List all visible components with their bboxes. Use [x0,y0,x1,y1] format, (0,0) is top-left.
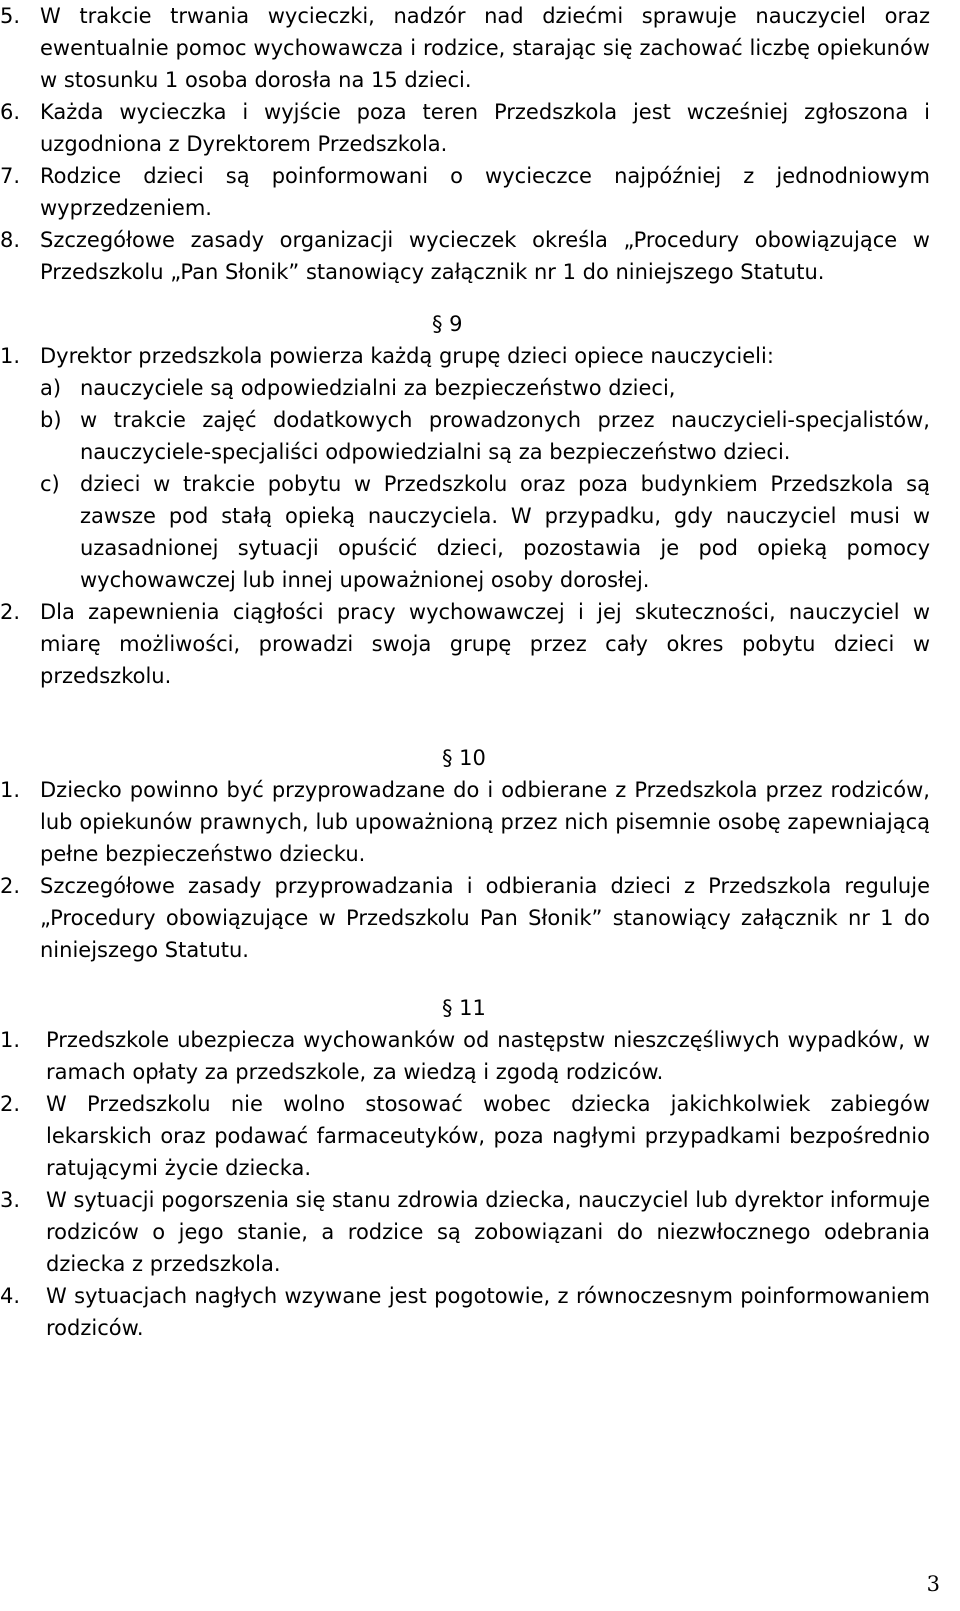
list-item [0,1280,930,1344]
list-item [0,596,930,692]
list-item [0,96,930,160]
item-number: 8. [0,228,21,252]
item-number: 3. [0,1188,21,1212]
section-11-body [0,1024,930,1344]
section-10-body [0,774,930,966]
sub-item [40,468,930,596]
item-text: Dziecko powinno być przyprowadzane do i odbierane z Przedszkola przez rodziców, lub opiekunów prawnych, lub upoważnioną przez nich pisemnie osobę zapewniającą pełne bezpieczeństwo dziecku. [40,778,930,866]
item-text: W trakcie trwania wycieczki, nadzór nad dziećmi sprawuje nauczyciel oraz ewentualnie pomoc wychowawcza i rodzice, starając się zachować liczbę opiekunów w stosunku 1 osoba dorosła na 15 dzieci. [40,4,930,92]
sub-item-text: dzieci w trakcie pobytu w Przedszkolu oraz poza budynkiem Przedszkola są zawsze pod stałą opieką nauczyciela. W przypadku, gdy nauczyciel musi w uzasadnionej sytuacji opuścić dzieci, pozostawia je pod opieką pomocy wychowawczej lub innej upoważnionej osoby dorosłej. [80,472,930,592]
sub-item [40,404,930,468]
item-text: W sytuacjach nagłych wzywane jest pogotowie, z równoczesnym poinformowaniem rodziców. [46,1284,930,1340]
sub-item-text: w trakcie zajęć dodatkowych prowadzonych przez nauczycieli-specjalistów, nauczyciele-specjaliści odpowiedzialni są za bezpieczeństwo dzieci. [80,408,930,464]
item-text: Każda wycieczka i wyjście poza teren Przedszkola jest wcześniej zgłoszona i uzgodniona z Dyrektorem Przedszkola. [40,100,930,156]
list-item [0,224,930,288]
sub-item-letter: b) [40,408,62,432]
page-number: 3 [926,1572,940,1596]
item-number: 1. [0,344,21,368]
item-text: W sytuacji pogorszenia się stanu zdrowia dziecka, nauczyciel lub dyrektor informuje rodziców o jego stanie, a rodzice są zobowiązani do niezwłocznego odebrania dziecka z przedszkola. [46,1188,930,1276]
item-number: 4. [0,1284,21,1308]
list-item [0,1024,930,1088]
item-number: 5. [0,4,21,28]
section-heading-10: § 10 [442,746,486,770]
list-item [0,160,930,224]
item-text: Dla zapewnienia ciągłości pracy wychowawczej i jej skuteczności, nauczyciel w miarę możliwości, prowadzi swoja grupę przez cały okres pobytu dzieci w przedszkolu. [40,600,930,688]
list-item [0,0,930,96]
item-number: 1. [0,778,21,802]
item-text: Przedszkole ubezpiecza wychowanków od następstw nieszczęśliwych wypadków, w ramach opłaty za przedszkole, za wiedzą i zgodą rodziców. [46,1028,930,1084]
section-heading-9: § 9 [432,312,463,336]
item-number: 2. [0,874,21,898]
item-text: Rodzice dzieci są poinformowani o wycieczce najpóźniej z jednodniowym wyprzedzeniem. [40,164,930,220]
list-item [0,870,930,966]
item-number: 2. [0,600,21,624]
sub-item-letter: a) [40,376,62,400]
item-number: 7. [0,164,21,188]
item-number: 2. [0,1092,21,1116]
item-text: Szczegółowe zasady przyprowadzania i odbierania dzieci z Przedszkola reguluje „Procedury obowiązujące w Przedszkolu Pan Słonik” stanowiący załącznik nr 1 do niniejszego Statutu. [40,874,930,962]
item-text: W Przedszkolu nie wolno stosować wobec dziecka jakichkolwiek zabiegów lekarskich oraz podawać farmaceutyków, poza nagłymi przypadkami bezpośrednio ratującymi życie dziecka. [46,1092,930,1180]
item-number: 6. [0,100,21,124]
section-heading-11: § 11 [442,996,486,1020]
item-text: Dyrektor przedszkola powierza każdą grupę dzieci opiece nauczycieli: [40,344,774,368]
sub-list [0,372,930,596]
sub-item-text: nauczyciele są odpowiedzialni za bezpieczeństwo dzieci, [80,376,676,400]
list-item [0,1184,930,1280]
list-item [0,774,930,870]
list-item [0,1088,930,1184]
sub-item-letter: c) [40,472,60,496]
section-9-body [0,340,930,692]
item-text: Szczegółowe zasady organizacji wycieczek określa „Procedury obowiązujące w Przedszkolu „Pan Słonik” stanowiący załącznik nr 1 do niniejszego Statutu. [40,228,930,284]
list-items-5-8 [0,0,930,288]
sub-item [40,372,930,404]
list-item [0,340,930,372]
item-number: 1. [0,1028,21,1052]
